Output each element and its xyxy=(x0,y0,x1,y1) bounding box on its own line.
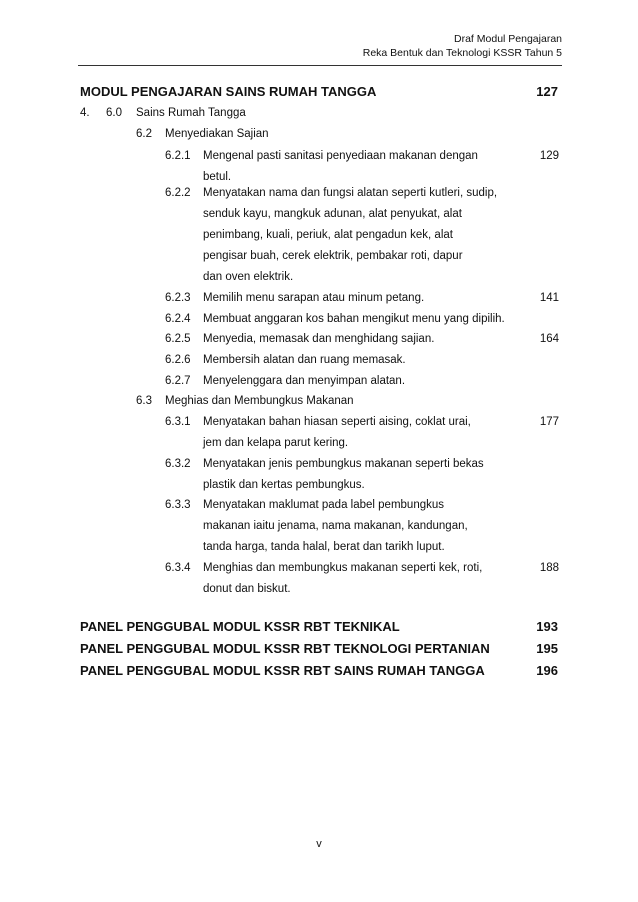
item-text-line: Menyedia, memasak dan menghidang sajian. xyxy=(203,333,435,345)
panel-heading: PANEL PENGGUBAL MODUL KSSR RBT SAINS RUMAH TANGGA xyxy=(80,663,485,678)
item-text-line: Menyelenggara dan menyimpan alatan. xyxy=(203,375,406,387)
item-text-line: Menyatakan nama dan fungsi alatan seperti kutleri, sudip, xyxy=(203,187,498,199)
item-number: 6.3.3 xyxy=(165,499,191,511)
item-number: 6.3.2 xyxy=(165,458,191,470)
item-text-line: donut dan biskut. xyxy=(203,583,291,595)
item-text-line: penimbang, kuali, periuk, alat pengadun kek, alat xyxy=(203,229,453,241)
item-text-line: Menghias dan membungkus makanan seperti kek, roti, xyxy=(203,562,483,574)
header-subtitle: Reka Bentuk dan Teknologi KSSR Tahun 5 xyxy=(362,47,562,59)
item-text-line: pengisar buah, cerek elektrik, pembakar roti, dapur xyxy=(203,250,463,262)
modul-page-number: 127 xyxy=(536,84,558,99)
panel-heading: PANEL PENGGUBAL MODUL KSSR RBT TEKNOLOGI PERTANIAN xyxy=(80,641,490,656)
item-page-number: 129 xyxy=(539,150,559,162)
item-number: 6.3.1 xyxy=(165,416,191,428)
panel-heading: PANEL PENGGUBAL MODUL KSSR RBT TEKNIKAL xyxy=(80,619,400,634)
item-number: 6.2.5 xyxy=(165,333,191,345)
section-code: 6.0 xyxy=(106,107,122,119)
item-text-line: plastik dan kertas pembungkus. xyxy=(203,479,365,491)
item-page-number: 177 xyxy=(539,416,559,428)
item-text-line: Memilih menu sarapan atau minum petang. xyxy=(203,292,425,304)
item-page-number: 188 xyxy=(539,562,559,574)
item-number: 6.2.3 xyxy=(165,292,191,304)
item-page-number: 164 xyxy=(539,333,559,345)
item-number: 6.3.4 xyxy=(165,562,191,574)
page-footer-number: v xyxy=(316,838,322,850)
section-number: 4. xyxy=(80,107,90,119)
item-text-line: Menyatakan jenis pembungkus makanan seperti bekas xyxy=(203,458,484,470)
item-text-line: senduk kayu, mangkuk adunan, alat penyukat, alat xyxy=(203,208,462,220)
item-text-line: Membuat anggaran kos bahan mengikut menu yang dipilih. xyxy=(203,313,505,325)
section-title: Sains Rumah Tangga xyxy=(136,107,246,119)
header-title: Draf Modul Pengajaran xyxy=(454,33,562,45)
item-text-line: betul. xyxy=(203,171,232,183)
subsection-6-2-title: Menyediakan Sajian xyxy=(165,128,269,140)
item-text-line: Menyatakan bahan hiasan seperti aising, coklat urai, xyxy=(203,416,471,428)
subsection-6-3-title: Meghias dan Membungkus Makanan xyxy=(165,395,354,407)
item-number: 6.2.1 xyxy=(165,150,191,162)
panel-page-number: 195 xyxy=(536,641,558,656)
item-number: 6.2.6 xyxy=(165,354,191,366)
item-text-line: Mengenal pasti sanitasi penyediaan makanan dengan xyxy=(203,150,478,162)
panel-page-number: 193 xyxy=(536,619,558,634)
modul-heading: MODUL PENGAJARAN SAINS RUMAH TANGGA xyxy=(80,84,377,99)
item-number: 6.2.4 xyxy=(165,313,191,325)
header-rule xyxy=(78,65,562,66)
panel-page-number: 196 xyxy=(536,663,558,678)
item-text-line: jem dan kelapa parut kering. xyxy=(203,437,349,449)
subsection-6-2-number: 6.2 xyxy=(136,128,152,140)
item-text-line: makanan iaitu jenama, nama makanan, kandungan, xyxy=(203,520,468,532)
item-text-line: dan oven elektrik. xyxy=(203,271,294,283)
item-page-number: 141 xyxy=(539,292,559,304)
item-text-line: tanda harga, tanda halal, berat dan tarikh luput. xyxy=(203,541,445,553)
subsection-6-3-number: 6.3 xyxy=(136,395,152,407)
item-text-line: Membersih alatan dan ruang memasak. xyxy=(203,354,406,366)
item-text-line: Menyatakan maklumat pada label pembungkus xyxy=(203,499,445,511)
item-number: 6.2.2 xyxy=(165,187,191,199)
item-number: 6.2.7 xyxy=(165,375,191,387)
